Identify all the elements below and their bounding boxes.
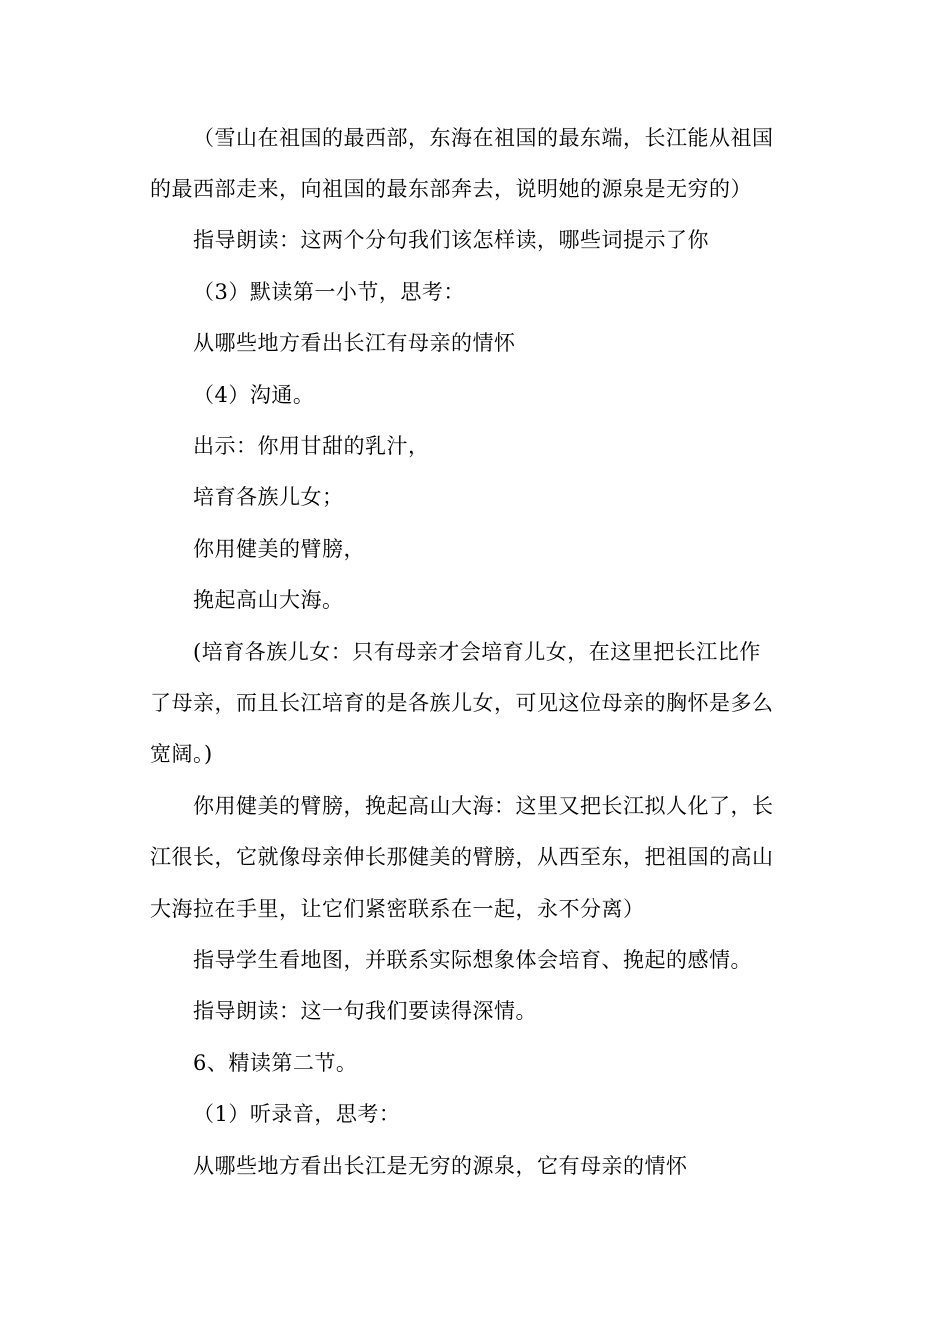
section-heading: 6、精读第二节。 — [193, 1051, 358, 1075]
paragraph-line: 江很长，它就像母亲伸长那健美的臂膀，从西至东，把祖国的高山 — [150, 845, 774, 869]
paragraph-line: 从哪些地方看出长江有母亲的情怀 — [193, 331, 516, 355]
paragraph-line: 指导朗读：这一句我们要读得深情。 — [193, 999, 537, 1023]
paragraph-line: 指导朗读：这两个分句我们该怎样读，哪些词提示了你 — [193, 228, 709, 252]
paragraph-line: 了母亲，而且长江培育的是各族儿女，可见这位母亲的胸怀是多么 — [150, 691, 774, 715]
poem-line: 培育各族儿女； — [193, 485, 344, 509]
paragraph-line: 指导学生看地图，并联系实际想象体会培育、挽起的感情。 — [193, 948, 752, 972]
section-heading: （1）听录音，思考： — [193, 1102, 401, 1126]
section-heading: （4）沟通。 — [193, 383, 315, 407]
paragraph-line: 你用健美的臂膀，挽起高山大海：这里又把长江拟人化了，长 — [193, 794, 774, 818]
paragraph-line: 宽阔。) — [150, 742, 213, 766]
paragraph-line: 的最西部走来，向祖国的最东部奔去，说明她的源泉是无穷的） — [150, 177, 752, 201]
poem-line: 你用健美的臂膀， — [193, 537, 365, 561]
paragraph-line: 从哪些地方看出长江是无穷的源泉，它有母亲的情怀 — [193, 1154, 688, 1178]
paragraph-line: (培育各族儿女：只有母亲才会培育儿女，在这里把长江比作 — [193, 640, 761, 664]
section-heading: （3）默读第一小节，思考： — [193, 280, 465, 304]
paragraph-line: （雪山在祖国的最西部，东海在祖国的最东端，长江能从祖国 — [193, 126, 774, 150]
poem-line: 挽起高山大海。 — [193, 588, 344, 612]
paragraph-line: 大海拉在手里，让它们紧密联系在一起，永不分离） — [150, 897, 645, 921]
poem-line: 出示：你用甘甜的乳汁， — [193, 434, 430, 458]
